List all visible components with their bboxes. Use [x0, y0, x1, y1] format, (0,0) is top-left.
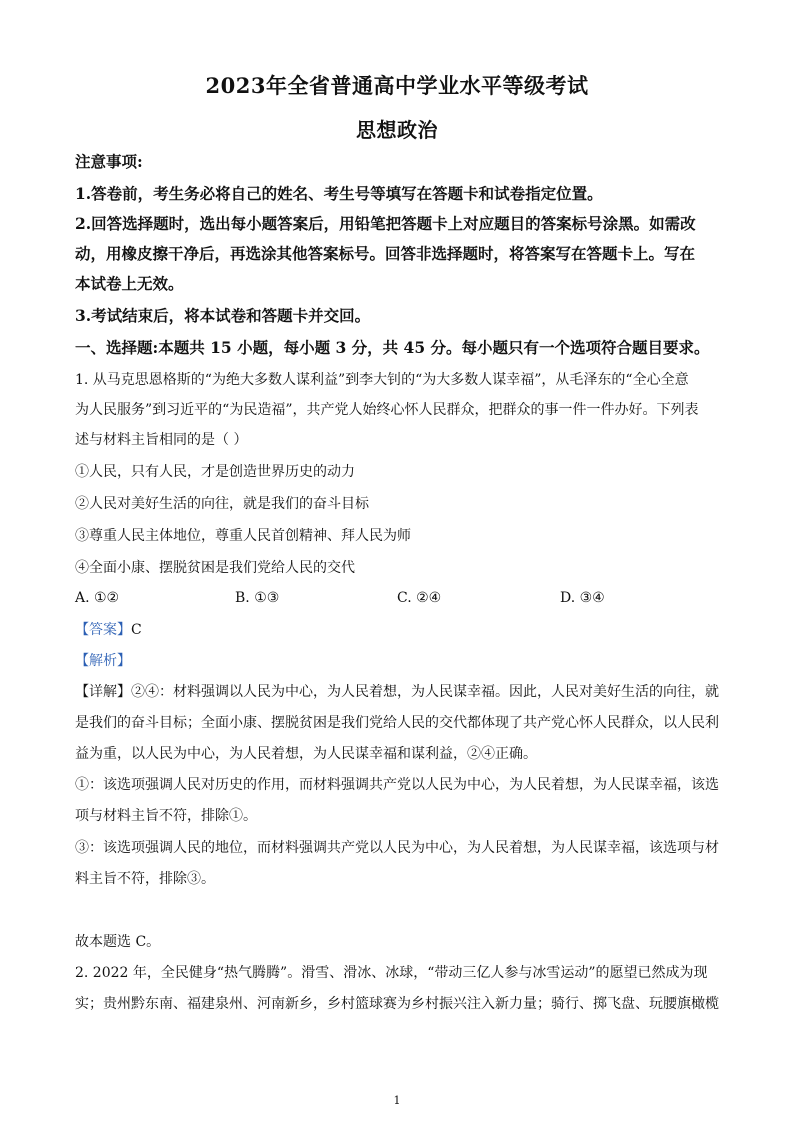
notice-item-3: 3.考试结束后，将本试卷和答题卡并交回。 — [75, 306, 371, 325]
q1-statement-4: ④全面小康、摆脱贫困是我们党给人民的交代 — [75, 560, 355, 576]
q1-exclude-3-line1: ③：该选项强调人民的地位，而材料强调共产党以人民为中心，为人民着想，为人民谋幸福，该选项与材 — [75, 840, 719, 856]
section-heading: 一、选择题:本题共 15 小题，每小题 3 分，共 45 分。每小题只有一个选项符合题目要求。 — [75, 338, 710, 357]
notice-item-2-line3: 本试卷上无效。 — [75, 274, 184, 293]
q1-statement-2: ②人民对美好生活的向往，就是我们的奋斗目标 — [75, 496, 369, 512]
q1-analysis — [75, 651, 725, 671]
q1-statement-1: ①人民，只有人民，才是创造世界历史的动力 — [75, 464, 355, 480]
subject-title: 思想政治 — [356, 118, 438, 142]
analysis-label: 【解析】 — [75, 653, 131, 669]
notice-item-2-line2: 动，用橡皮擦干净后，再选涂其他答案标号。回答非选择题时，将答案写在答题卡上。写在 — [75, 244, 696, 263]
q1-option-a: A. ①② — [75, 590, 120, 606]
q1-stem-line2: 为人民服务”到习近平的“为民造福”，共产党人始终心怀人民群众，把群众的事一件一件办好。下列表 — [75, 402, 699, 418]
q1-exclude-1-line2: 项与材料主旨不符，排除①。 — [75, 808, 257, 824]
q1-detail-line3: 益为重，以人民为中心，为人民着想，为人民谋幸福和谋利益，②④正确。 — [75, 746, 537, 762]
q1-exclude-1-line1: ①：该选项强调人民对历史的作用，而材料强调共产党以人民为中心，为人民着想，为人民谋幸福，该选 — [75, 777, 719, 793]
q1-detail-line2: 是我们的奋斗目标；全面小康、摆脱贫困是我们党给人民的交代都体现了共产党心怀人民群众，以人民利 — [75, 715, 719, 731]
q1-stem-line1: 1. 从马克思恩格斯的“为绝大多数人谋利益”到李大钊的“为大多数人谋幸福”，从毛泽东的“全心全意 — [75, 372, 689, 388]
notice-heading: 注意事项: — [75, 152, 143, 171]
answer-label: 【答案】 — [75, 622, 131, 638]
notice-item-1: 1.答卷前，考生务必将自己的姓名、考生号等填写在答题卡和试卷指定位置。 — [75, 184, 603, 203]
q1-statement-3: ③尊重人民主体地位，尊重人民首创精神、拜人民为师 — [75, 528, 411, 544]
q1-option-c: C. ②④ — [397, 590, 442, 606]
q2-stem-line2: 实；贵州黔东南、福建泉州、河南新乡，乡村篮球赛为乡村振兴注入新力量；骑行、掷飞盘、玩腰旗橄榄 — [75, 996, 719, 1012]
q1-answer — [75, 620, 725, 640]
q1-exclude-3-line2: 料主旨不符，排除③。 — [75, 871, 215, 887]
answer-value: C — [131, 622, 142, 638]
q1-detail-line1 — [75, 682, 725, 702]
q1-option-b: B. ①③ — [235, 590, 280, 606]
notice-item-2-line1: 2.回答选择题时，选出每小题答案后，用铅笔把答题卡上对应题目的答案标号涂黑。如需改 — [75, 214, 696, 233]
q1-conclusion: 故本题选 C。 — [75, 934, 161, 950]
q1-stem-line3: 述与材料主旨相同的是（ ） — [75, 432, 248, 448]
exam-title: 2023年全省普通高中学业水平等级考试 — [205, 73, 589, 98]
q2-stem-line1: 2. 2022 年，全民健身“热气腾腾”。滑雪、滑冰、冰球，“带动三亿人参与冰雪运动”的愿望已然成为现 — [75, 965, 708, 981]
detail-label: 【详解】 — [75, 684, 131, 700]
detail-text: ②④：材料强调以人民为中心，为人民着想，为人民谋幸福。因此，人民对美好生活的向往，就 — [131, 684, 719, 700]
q1-option-d: D. ③④ — [560, 590, 605, 606]
page-number: 1 — [393, 1094, 401, 1107]
